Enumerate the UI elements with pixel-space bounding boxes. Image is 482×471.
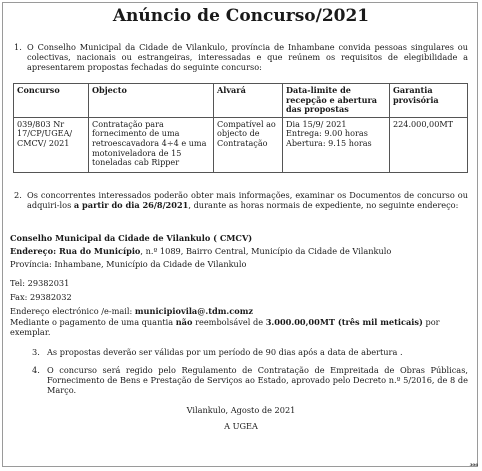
table-header-row xyxy=(14,84,468,118)
item-3-text: As propostas deverão ser válidas por um período de 90 dias após a data de abertura . xyxy=(47,347,403,357)
item-1-text: O Conselho Municipal da Cidade de Vilankulo, província de Inhambane convida pessoas singulares ou colectivas, nacionais ou estrangeiras, interessadas e que reúnem os requisitos de elegibilidade a apresentarem propostas fechadas do seguinte concurso: xyxy=(27,42,468,72)
address-fax: Fax: 29382032 xyxy=(10,292,72,302)
place-date: Vilankulo, Agosto de 2021 xyxy=(186,405,296,415)
address-email[interactable]: municipiovila@.tdm.comz xyxy=(134,306,254,316)
header-data-limite: Data-limite de recepção e abertura das propostas xyxy=(283,84,390,118)
data-entrega: Entrega: 9.00 horas xyxy=(286,128,368,139)
cell-concurso: 039/803 Nr 17/CP/UGEA/ CMCV/ 2021 xyxy=(14,117,89,172)
item-3-number: 3. xyxy=(32,347,40,357)
data-day: Dia 15/9/ 2021 xyxy=(286,118,347,129)
cell-garantia: 224.000,00MT xyxy=(390,117,468,172)
item-2-number: 2. xyxy=(14,190,22,200)
payment-text-mid: reembolsável de xyxy=(192,317,266,327)
item-4-text: O concurso será regido pelo Regulamento de Contratação de Empreitada de Obras Públicas, Fornecimento de Bens e Prestação de Serviços ao Estado, aprovado pelo Decreto n.º 5/2016, de 8 de Março. xyxy=(47,365,468,395)
cell-objecto: Contratação para fornecimento de uma retroescavadora 4÷4 e uma motoniveladora de 15 toneladas cab Ripper xyxy=(89,117,214,172)
payment-text-start: Mediante o pagamento de uma quantia xyxy=(10,317,176,327)
address-payment xyxy=(10,317,460,337)
cell-alvara: Compatível ao objecto de Contratação xyxy=(214,117,283,172)
address-org: Conselho Municipal da Cidade de Vilankulo ( CMCV) xyxy=(10,233,253,243)
page-code: 306 xyxy=(469,462,478,467)
data-abertura: Abertura: 9.15 horas xyxy=(286,137,372,148)
tender-table xyxy=(13,83,468,173)
signature: A UGEA xyxy=(224,421,258,431)
address-street xyxy=(10,246,391,256)
item-2-text-start: Os concorrentes interessados poderão obter mais informações, examinar os Documentos de concurso ou adquiri-los xyxy=(27,190,468,210)
header-garantia: Garantia provisória xyxy=(390,84,468,118)
address-email-label: Endereço electrónico /e-mail: xyxy=(10,306,135,316)
item-1-number: 1. xyxy=(14,42,22,52)
header-objecto: Objecto xyxy=(89,84,214,118)
table-row xyxy=(14,117,468,172)
item-2-text-end: , durante as horas normais de expediente, no seguinte endereço: xyxy=(188,200,459,210)
item-2-text xyxy=(27,190,468,210)
item-2-date: a partir do dia 26/8/2021 xyxy=(73,200,189,210)
address-email-line xyxy=(10,306,253,316)
payment-amount: 3.000.00,00MT (três mil meticais) xyxy=(265,317,423,327)
cell-data-limite xyxy=(283,117,390,172)
address-province: Província: Inhambane, Município da Cidade de Vilankulo xyxy=(10,259,247,269)
payment-nao: não xyxy=(175,317,193,327)
address-tel: Tel: 29382031 xyxy=(10,278,70,288)
page-title: Anúncio de Concurso/2021 xyxy=(112,6,370,26)
header-alvara: Alvará xyxy=(214,84,283,118)
item-4-number: 4. xyxy=(32,365,40,375)
payment-text-end: por exemplar. xyxy=(10,317,440,337)
header-concurso: Concurso xyxy=(14,84,89,118)
address-street-label: Endereço: Rua do Município xyxy=(10,246,141,256)
address-street-rest: , n.º 1089, Bairro Central, Município da Cidade de Vilankulo xyxy=(140,246,392,256)
